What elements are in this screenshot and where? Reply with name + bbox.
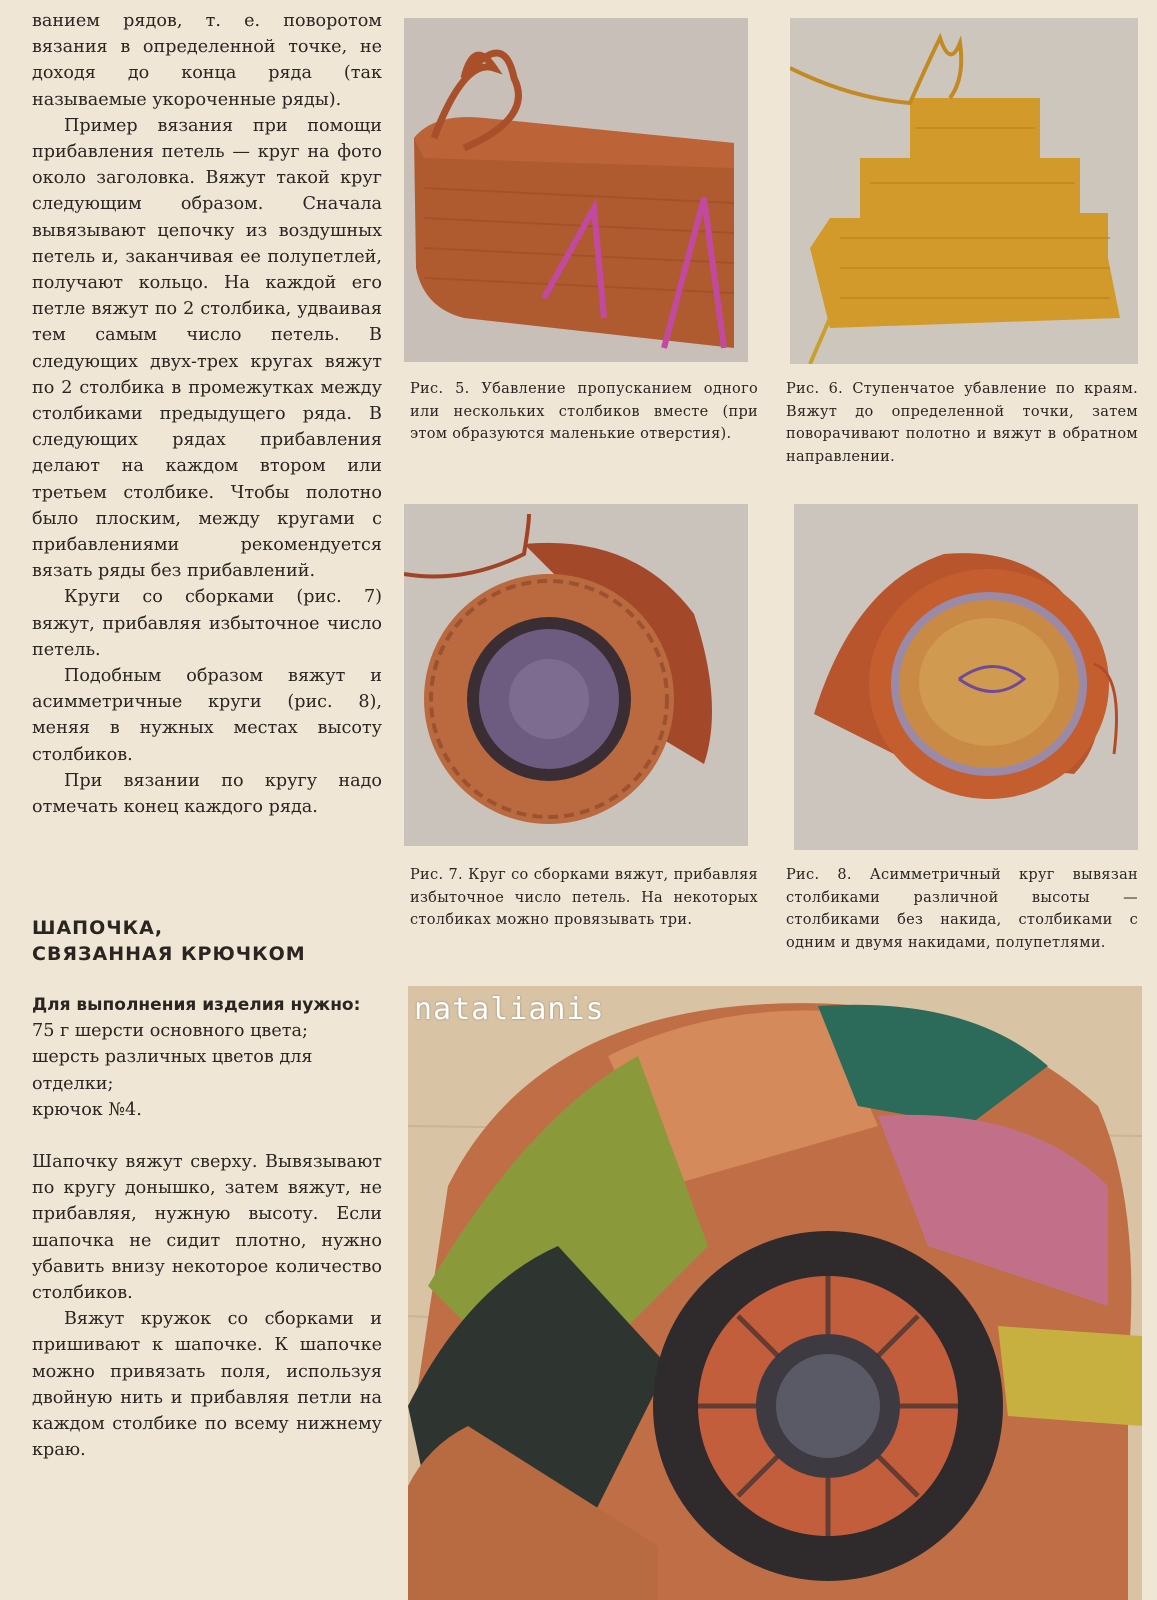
- intro-paragraph: Пример вязания при помощи прибавления петель — круг на фото около заголовка. Вяжут такой круг следующим образом. Сначала вывязывают цепочку из воздушных петель и, заканчивая ее полупетлей, получают кольцо. На каждой его петле вяжут по 2 столбика, удваивая тем самым число петель. В следующих двух-трех кругах вяжут по 2 столбика в промежутках между столбиками предыдущего ряда. В следующих рядах прибавления делают на каждом втором или третьем столбике. Чтобы полотно было плоским, между кругами с прибавлениями рекомендуется вязать ряды без прибавлений.: [32, 115, 382, 582]
- materials-lead: Для выполнения изделия нужно:: [32, 995, 361, 1015]
- materials-item: 75 г шерсти основного цвета;: [32, 1021, 308, 1042]
- intro-paragraph: При вязании по кругу надо отмечать конец каждого ряда.: [32, 770, 382, 818]
- intro-paragraph: Подобным образом вяжут и асимметричные круги (рис. 8), меняя в нужных местах высоту столбиков.: [32, 666, 382, 765]
- intro-paragraph: Круги со сборками (рис. 7) вяжут, прибавляя избыточное число петель.: [32, 587, 382, 660]
- figure-6-image: [790, 18, 1138, 364]
- section-heading-line: ШАПОЧКА,: [32, 917, 164, 939]
- figure-6-caption: Рис. 6. Ступенчатое убавление по краям. Вяжут до определенной точки, затем поворачивают полотно и вяжут в обратном направлении.: [786, 381, 1138, 465]
- figure-8-image: [794, 504, 1138, 850]
- method-paragraph: Шапочку вяжут сверху. Вывязывают по кругу донышко, затем вяжут, не прибавляя, нужную высоту. Если шапочка не сидит плотно, нужно убавить внизу некоторое количество столбиков.: [32, 1152, 382, 1304]
- materials-item: шерсть различных цветов для отделки;: [32, 1047, 313, 1094]
- section-heading-line: СВЯЗАННАЯ КРЮЧКОМ: [32, 943, 306, 965]
- materials-list: [32, 992, 382, 1123]
- watermark-text: natalianis: [414, 992, 605, 1027]
- figure-5-image: [404, 18, 748, 362]
- figure-5-caption: Рис. 5. Убавление пропусканием одного или нескольких столбиков вместе (при этом образуются маленькие отверстия).: [410, 381, 758, 442]
- figure-7-image: [404, 504, 748, 846]
- crochet-hat-image: [408, 986, 1142, 1600]
- intro-paragraph: ванием рядов, т. е. поворотом вязания в определенной точке, не доходя до конца ряда (так называемые укороченные ряды).: [32, 11, 382, 110]
- method-text: [32, 1149, 382, 1463]
- hat-photo: [408, 986, 1142, 1600]
- section-heading: [32, 915, 382, 967]
- figure-7-caption: Рис. 7. Круг со сборками вяжут, прибавляя избыточное число петель. На некоторых столбиках можно провязывать три.: [410, 867, 758, 928]
- figure-7-photo: [404, 504, 748, 846]
- materials-item: крючок №4.: [32, 1099, 142, 1120]
- method-paragraph: Вяжут кружок со сборками и пришивают к шапочке. К шапочке можно привязать поля, используя двойную нить и прибавляя петли на каждом столбике по всему нижнему краю.: [32, 1309, 382, 1461]
- intro-text-column: [32, 8, 382, 820]
- figure-8-photo: [794, 504, 1138, 850]
- figure-8-caption: Рис. 8. Асимметричный круг вывязан столбиками различной высоты — столбиками без накида, столбиками с одним и двумя накидами, полупетлями.: [786, 867, 1138, 951]
- figure-6-photo: [790, 18, 1138, 364]
- figure-5-photo: [404, 18, 748, 362]
